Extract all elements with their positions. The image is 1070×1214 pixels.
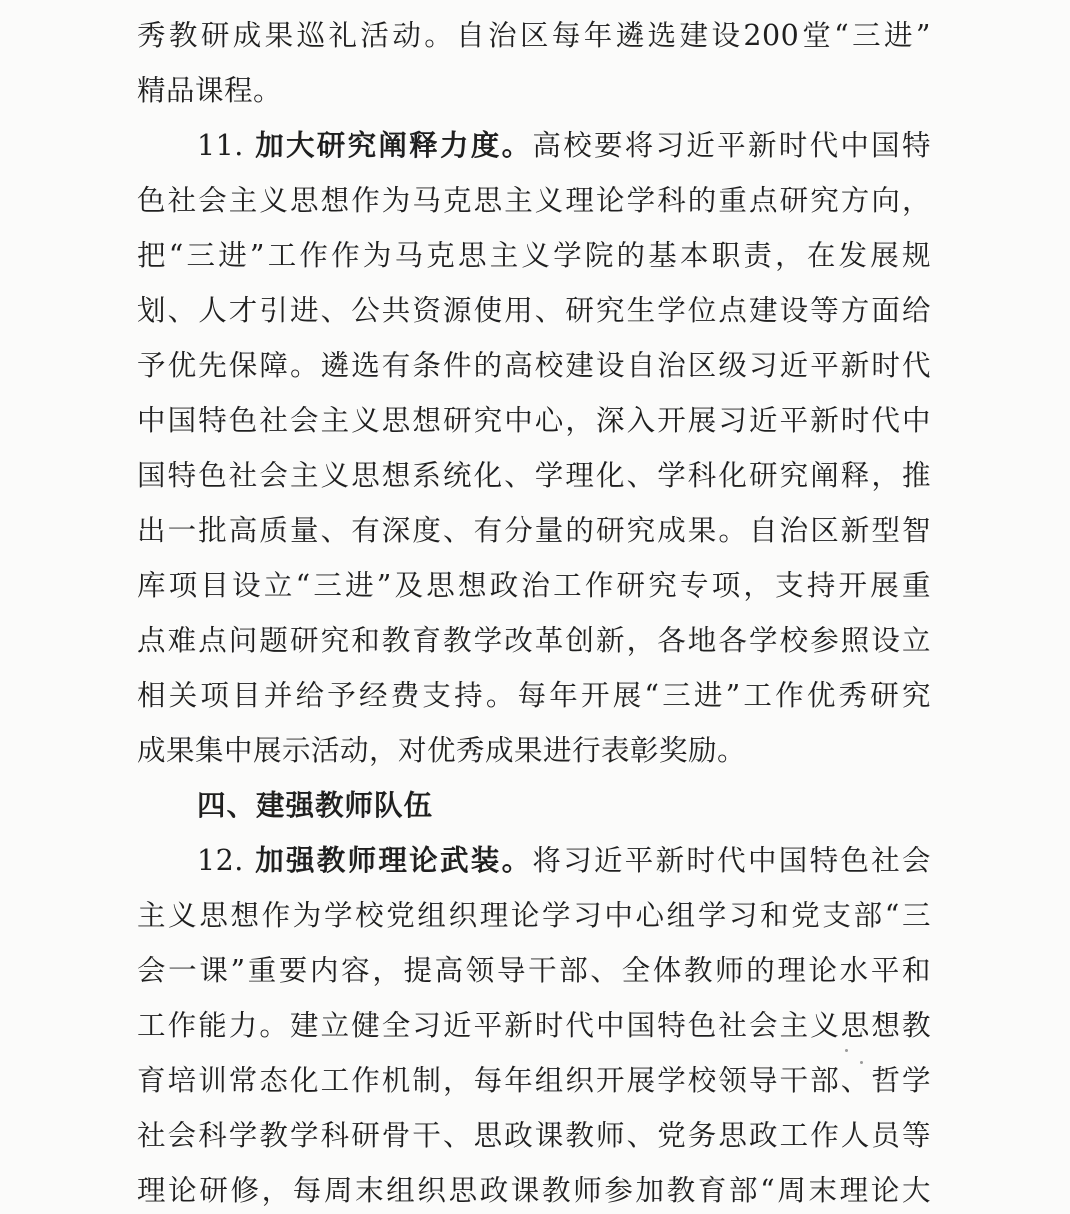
paragraph-11-first-line xyxy=(137,118,931,173)
paragraph-12-line: 主义思想作为学校党组织理论学习中心组学习和党支部“三 xyxy=(137,899,931,932)
scan-speck xyxy=(845,1049,848,1052)
paragraph-11-line: 国特色社会主义思想系统化、学理化、学科化研究阐释，推 xyxy=(137,459,931,492)
paragraph-10-line-1: 秀教研成果巡礼活动。自治区每年遴选建设200堂“三进” xyxy=(137,19,931,52)
paragraph-11-title: 加大研究阐释力度。 xyxy=(255,129,533,162)
paragraph-10-line-2: 精品课程。 xyxy=(137,74,283,107)
document-body xyxy=(137,8,931,1214)
paragraph-12-line: 理论研修，每周末组织思政课教师参加教育部“周末理论大 xyxy=(137,1174,931,1207)
paragraph-12-number: 12. xyxy=(197,844,244,877)
scan-speck xyxy=(860,1061,863,1064)
paragraph-12-line: 工作能力。建立健全习近平新时代中国特色社会主义思想教 xyxy=(137,1009,931,1042)
paragraph-11-first-line-text: 高校要将习近平新时代中国特 xyxy=(532,129,931,162)
paragraph-11-line: 成果集中展示活动，对优秀成果进行表彰奖励。 xyxy=(137,734,747,767)
paragraph-12-first-line xyxy=(137,833,931,888)
paragraph-11-line: 相关项目并给予经费支持。每年开展“三进”工作优秀研究 xyxy=(137,679,931,712)
paragraph-11-line: 予优先保障。遴选有条件的高校建设自治区级习近平新时代 xyxy=(137,349,931,382)
paragraph-11-line: 色社会主义思想作为马克思主义理论学科的重点研究方向， xyxy=(137,184,931,217)
paragraph-12-title: 加强教师理论武装。 xyxy=(255,844,533,877)
paragraph-12-line: 育培训常态化工作机制，每年组织开展学校领导干部、哲学 xyxy=(137,1064,931,1097)
paragraph-11-line: 划、人才引进、公共资源使用、研究生学位点建设等方面给 xyxy=(137,294,931,327)
section-heading: 四、建强教师队伍 xyxy=(197,789,434,822)
paragraph-11-number: 11. xyxy=(197,129,244,162)
paragraph-11-line: 库项目设立“三进”及思想政治工作研究专项，支持开展重 xyxy=(137,569,931,602)
paragraph-12-line: 会一课”重要内容，提高领导干部、全体教师的理论水平和 xyxy=(137,954,931,987)
paragraph-11-line: 把“三进”工作作为马克思主义学院的基本职责，在发展规 xyxy=(137,239,931,272)
paragraph-11-line: 点难点问题研究和教育教学改革创新，各地各学校参照设立 xyxy=(137,624,931,657)
paragraph-11-line: 出一批高质量、有深度、有分量的研究成果。自治区新型智 xyxy=(137,514,931,547)
paragraph-11-line: 中国特色社会主义思想研究中心，深入开展习近平新时代中 xyxy=(137,404,931,437)
paragraph-12-line: 社会科学教学科研骨干、思政课教师、党务思政工作人员等 xyxy=(137,1119,931,1152)
paragraph-12-first-line-text: 将习近平新时代中国特色社会 xyxy=(532,844,931,877)
